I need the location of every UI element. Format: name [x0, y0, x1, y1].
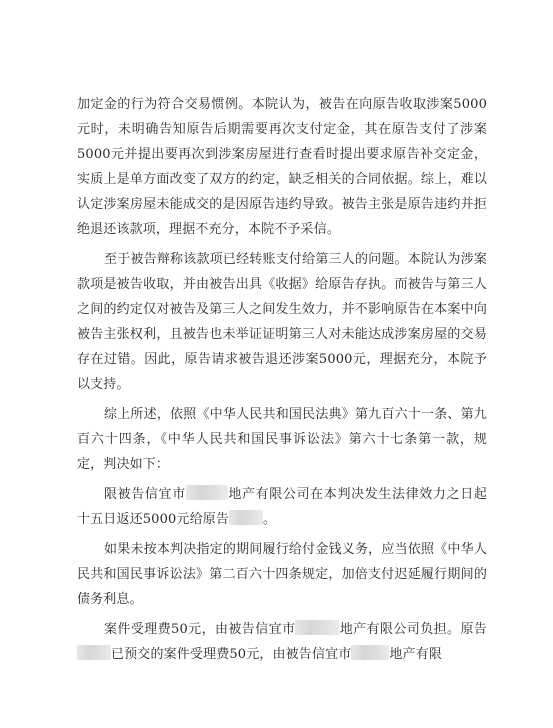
redaction-mark [186, 485, 228, 500]
paragraph-text: 地产有限公司负担。原告 [339, 622, 487, 637]
redaction-mark [77, 645, 111, 660]
judgment-body [77, 92, 487, 667]
redaction-mark [295, 620, 339, 635]
redaction-mark [351, 645, 389, 660]
paragraph [77, 617, 487, 667]
paragraph-text: 至于被告辩称该款项已经转账支付给第三人的问题。本院认为涉案款项是被告收取，并由被告出具《收据》给原告存执。而被告与第三人之间的约定仅对被告及第三人之间发生效力，并不影响原告在本案中向被告主张权利，且被告也未举证证明第三人对未能达成涉案房屋的交易存在过错。因此，原告请求被告退还涉案5000元，理据充分，本院予以支持。 [77, 252, 487, 392]
paragraph [77, 482, 487, 532]
paragraph-text: 如果未按本判决指定的期间履行给付金钱义务，应当依照《中华人民共和国民事诉讼法》第二百六十四条规定，加倍支付迟延履行期间的债务利息。 [77, 542, 487, 607]
paragraph-text: 案件受理费50元，由被告信宜市 [104, 622, 296, 637]
paragraph-text: 限被告信宜市 [104, 487, 186, 502]
paragraph-text: 综上所述，依照《中华人民共和国民法典》第九百六十一条、第九百六十四条，《中华人民共和国民事诉讼法》第六十七条第一款，规定，判决如下： [77, 407, 487, 472]
paragraph-text: 。 [263, 512, 277, 527]
paragraph [77, 92, 487, 242]
paragraph-text: 地产有限公司在本判决发生法律效力之日起十五日返还5000元给原告 [77, 487, 487, 527]
paragraph-text: 加定金的行为符合交易惯例。本院认为，被告在向原告收取涉案5000元时，未明确告知原告后期需要再次支付定金，其在原告支付了涉案5000元并提出要再次到涉案房屋进行查看时提出要求原告补交定金，实质上是单方面改变了双方的约定，缺乏相关的合同依据。综上，难以认定涉案房屋未能成交的是因原告违约导致。被告主张是原告违约并拒绝退还该款项，理据不充分，本院不予采信。 [77, 97, 487, 237]
paragraph [77, 402, 487, 477]
paragraph [77, 537, 487, 612]
paragraph-text: 地产有限 [389, 647, 443, 662]
redaction-mark [229, 510, 263, 525]
paragraph [77, 247, 487, 397]
paragraph-text: 已预交的案件受理费50元，由被告信宜市 [111, 647, 352, 662]
